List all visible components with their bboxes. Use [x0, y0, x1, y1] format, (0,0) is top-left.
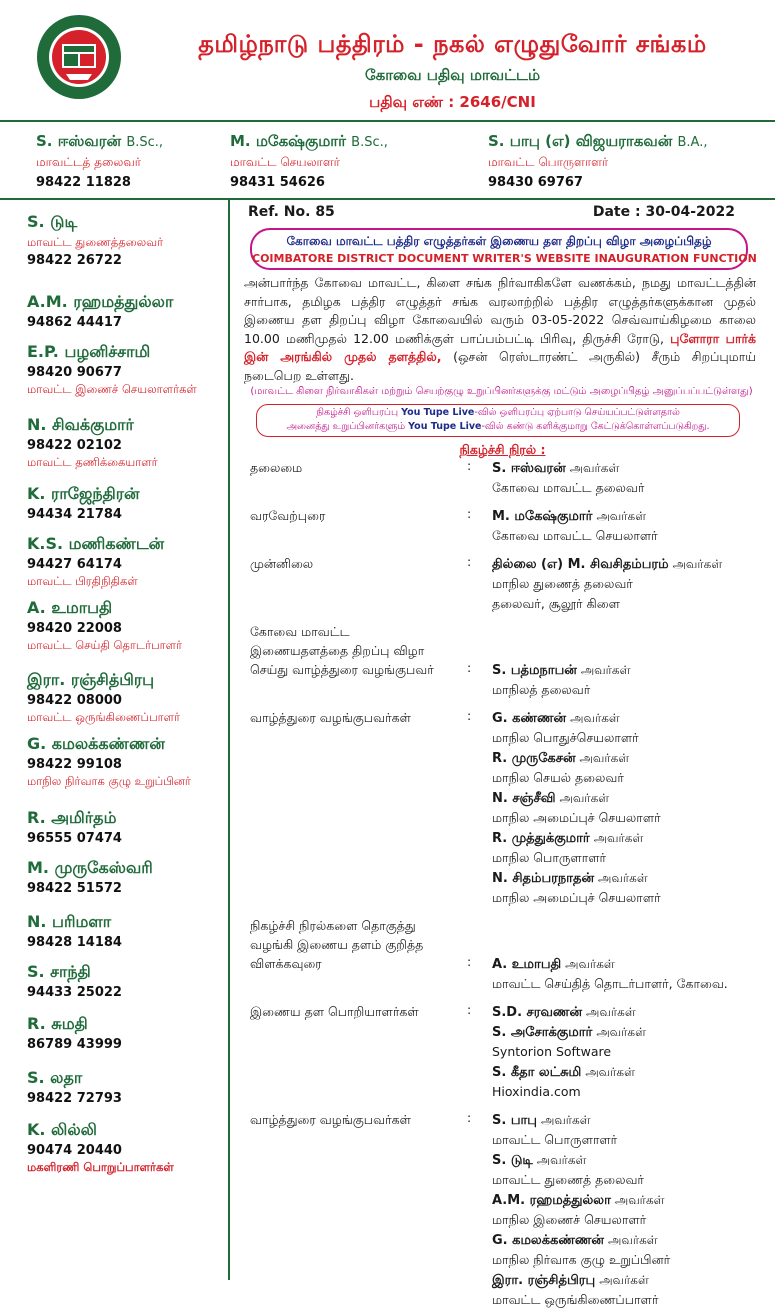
program-label-line: நிகழ்ச்சி நிரல்களை தொகுத்து: [250, 918, 416, 933]
person-honorific: அவர்கள்: [559, 791, 610, 805]
bearer-president: [36, 132, 163, 190]
organization-title: தமிழ்நாடு பத்திரம் - நகல் எழுதுவோர் சங்கம்: [198, 30, 707, 58]
member-name: S. லதா: [27, 1068, 83, 1087]
program-values: [492, 506, 775, 546]
person-name: M. மகேஷ்குமார்: [492, 509, 593, 524]
member-phone: 98422 72793: [27, 1091, 122, 1106]
program-label-line: செய்து வாழ்த்துரை வழங்குபவர்: [250, 662, 434, 677]
person-name: A. உமாபதி: [492, 957, 562, 972]
person-role: மாவட்ட பொருளாளர்: [492, 1132, 618, 1147]
program-person: [492, 506, 775, 526]
program-person: [492, 554, 775, 574]
program-values: [492, 1110, 775, 1310]
person-honorific: அவர்கள்: [540, 1113, 591, 1127]
member-phone: 98428 14184: [27, 935, 122, 950]
member-phone: 96555 07474: [27, 831, 122, 846]
program-label-line: வழங்கி இணைய தளம் குறித்த: [250, 937, 424, 952]
member-phone: 94434 21784: [27, 507, 122, 522]
program-person: [492, 1230, 775, 1250]
program-label-line: வாழ்த்துரை வழங்குபவர்கள்: [250, 710, 411, 725]
program-person: [492, 458, 775, 478]
person-role: மாநில செயல் தலைவர்: [492, 770, 624, 785]
member-phone: 98422 99108: [27, 757, 122, 772]
program-label: [250, 506, 480, 525]
program-person: [492, 1270, 775, 1290]
youtube-live-notice: [256, 404, 740, 437]
member-name: K. லில்லி: [27, 1120, 97, 1139]
person-name: S. பத்மநாபன்: [492, 663, 577, 678]
program-label-line: தலைமை: [250, 460, 303, 475]
member-name: K. ராஜேந்திரன்: [27, 484, 140, 503]
program-colon: :: [467, 954, 472, 969]
program-person: [492, 1190, 775, 1210]
invitation-body: [244, 274, 756, 385]
person-role: மாநில நிர்வாக குழு உறுப்பினர்: [492, 1252, 671, 1267]
invitation-letter: [230, 200, 775, 1307]
association-logo-emblem: [36, 14, 122, 100]
reference-number: Ref. No. 85: [248, 204, 335, 220]
person-honorific: அவர்கள்: [570, 711, 620, 725]
program-colon: :: [467, 1002, 472, 1017]
invitation-note: (மாவட்ட கிளை நிர்வாகிகள் மற்றும் செயற்குழு உறுப்பினர்களுக்கு மட்டும் அழைப்பிதழ் அனுப்பப்பட்டுள்ளது): [250, 386, 753, 397]
member-phone: 98422 08000: [27, 693, 122, 708]
person-role: மாவட்ட துணைத் தலைவர்: [492, 1172, 644, 1187]
program-person: [492, 788, 775, 808]
member-entry: [27, 342, 197, 398]
bearer-degree: B.Sc.,: [126, 135, 164, 150]
person-role: மாநில பொருளாளர்: [492, 850, 607, 865]
program-label: [250, 622, 480, 679]
person-honorific: அவர்கள்: [599, 1273, 649, 1287]
member-name: M. முருகேஸ்வரி: [27, 858, 153, 877]
bearer-role: மாவட்டத் தலைவர்: [36, 155, 142, 169]
member-name: R. அமிர்தம்: [27, 808, 117, 827]
member-role: மாவட்ட துணைத்தலைவர்: [27, 235, 164, 249]
member-name: K.S. மணிகண்டன்: [27, 534, 165, 553]
person-role: தலைவர், சூலூர் கிளை: [492, 596, 620, 611]
person-name: S. கீதா லட்சுமி: [492, 1065, 582, 1080]
person-role: Hioxindia.com: [492, 1084, 581, 1099]
person-honorific: அவர்கள்: [614, 1193, 665, 1207]
person-honorific: அவர்கள்: [536, 1153, 587, 1167]
member-entry: [27, 962, 122, 1000]
member-entry: [27, 415, 158, 471]
member-name: S. டுடி: [27, 212, 78, 231]
member-name: E.P. பழனிச்சாமி: [27, 342, 151, 361]
person-role: மாநில இணைச் செயலாளர்: [492, 1212, 647, 1227]
member-phone: 86789 43999: [27, 1037, 122, 1052]
person-role: மாநில அமைப்புச் செயலாளர்: [492, 810, 661, 825]
person-role: மாநில பொதுச்செயலாளர்: [492, 730, 639, 745]
member-entry: [27, 212, 163, 268]
member-entry: [27, 912, 122, 950]
live-text: -வில் ஒளிபரப்பு ஏற்பாடு செய்யப்பட்டுள்ளதால்: [474, 407, 680, 418]
event-title-box: [250, 228, 757, 270]
program-heading: நிகழ்ச்சி நிரல் :: [459, 442, 546, 457]
member-entry: [27, 598, 182, 654]
person-name: G. கமலக்கண்ணன்: [492, 1233, 605, 1248]
program-colon: :: [467, 506, 472, 521]
program-person: [492, 708, 775, 728]
program-label: [250, 458, 480, 477]
person-role: Syntorion Software: [492, 1044, 612, 1059]
member-name: S. சாந்தி: [27, 962, 91, 981]
member-entry: [27, 1120, 174, 1176]
person-name: N. சஞ்சீவி: [492, 791, 556, 806]
program-person: [492, 1150, 775, 1170]
program-label-line: வாழ்த்துரை வழங்குபவர்கள்: [250, 1112, 411, 1127]
registration-number: பதிவு எண் : 2646/CNI: [369, 93, 536, 111]
person-honorific: அவர்கள்: [579, 751, 630, 765]
person-honorific: அவர்கள்: [569, 461, 620, 475]
program-label: [250, 554, 480, 573]
member-phone: 98422 51572: [27, 881, 122, 896]
bearer-phone: 98422 11828: [36, 175, 131, 190]
program-values: [492, 954, 775, 994]
program-person: [492, 660, 775, 680]
bearer-role: மாவட்ட பொருளாளர்: [488, 155, 609, 169]
person-name: S. பாபு: [492, 1113, 537, 1128]
live-text: அனைத்து உறுப்பினர்களும்: [286, 421, 406, 432]
event-title-tamil: கோவை மாவட்ட பத்திர எழுத்தர்கள் இணைய தள திறப்பு விழா அழைப்பிதழ்: [286, 234, 712, 248]
person-honorific: அவர்கள்: [586, 1005, 636, 1019]
office-bearers-row: [0, 120, 775, 200]
program-values: [492, 1002, 775, 1102]
program-colon: :: [467, 708, 472, 723]
program-values: [492, 708, 775, 908]
person-honorific: அவர்கள்: [596, 1025, 646, 1039]
person-honorific: அவர்கள்: [585, 1065, 635, 1079]
person-name: S. ஈஸ்வரன்: [492, 461, 566, 476]
program-person: [492, 1062, 775, 1082]
member-role: மாவட்ட தணிக்கையாளர்: [27, 455, 158, 469]
member-role: மாவட்ட பிரதிநிதிகள்: [27, 574, 138, 588]
program-person: [492, 1002, 775, 1022]
program-values: [492, 458, 775, 498]
program-label-line: விளக்கவுரை: [250, 956, 322, 971]
program-values: [492, 554, 775, 614]
program-colon: :: [467, 1110, 472, 1125]
member-role: மாநில நிர்வாக குழு உறுப்பினர்: [27, 774, 191, 788]
program-label: [250, 916, 480, 973]
live-platform: You Tupe Live: [401, 407, 475, 418]
program-colon: :: [467, 458, 472, 473]
person-name: S. அசோக்குமார்: [492, 1025, 593, 1040]
member-role: மாவட்ட செய்தி தொடர்பாளர்: [27, 638, 183, 652]
letterhead: [0, 0, 775, 120]
person-name: S.D. சரவணன்: [492, 1005, 583, 1020]
member-role: மகளிரணி பொறுப்பாளர்கள்: [27, 1160, 174, 1174]
member-entry: [27, 484, 140, 522]
program-colon: :: [467, 660, 472, 675]
organization-district: கோவை பதிவு மாவட்டம்: [364, 66, 541, 84]
person-honorific: அவர்கள்: [565, 957, 615, 971]
member-entry: [27, 292, 173, 330]
person-honorific: அவர்கள்: [672, 557, 723, 571]
member-phone: 94427 64174: [27, 557, 122, 572]
person-name: S. டுடி: [492, 1153, 533, 1168]
bearer-phone: 98431 54626: [230, 175, 325, 190]
person-name: A.M. ரஹமத்துல்லா: [492, 1193, 611, 1208]
member-name: இரா. ரஞ்சித்பிரபு: [27, 670, 155, 689]
program-person: [492, 748, 775, 768]
member-entry: [27, 670, 180, 726]
member-name: G. கமலக்கண்ணன்: [27, 734, 165, 753]
bearer-name: M. மகேஷ்குமார்: [230, 132, 346, 150]
venue-highlight: புளோரா பார்க் இன் அரங்கில் முதல் தளத்தில்,: [244, 330, 757, 364]
person-role: மாவட்ட செய்தித் தொடர்பாளர், கோவை.: [492, 976, 728, 991]
body-text-part2: (ஒசன் ரெஸ்டாரண்ட் அருகில்) சீரும் சிறப்புமாய் நடைபெற உள்ளது.: [244, 349, 756, 383]
program-label-line: இணையதளத்தை திறப்பு விழா: [250, 643, 425, 658]
live-text: நிகழ்ச்சி ஒளிபரப்பு: [316, 407, 399, 418]
program-colon: :: [467, 554, 472, 569]
live-text: -வில் கண்டு களிக்குமாறு கேட்டுக்கொள்ளப்படுகிறது.: [481, 421, 710, 432]
bearer-role: மாவட்ட செயலாளர்: [230, 155, 340, 169]
person-role: மாநில அமைப்புச் செயலாளர்: [492, 890, 661, 905]
program-label-line: வரவேற்புரை: [250, 508, 326, 523]
person-honorific: அவர்கள்: [608, 1233, 658, 1247]
member-phone: 98422 02102: [27, 438, 122, 453]
program-person: [492, 1110, 775, 1130]
member-phone: 98420 90677: [27, 365, 122, 380]
person-name: R. முத்துக்குமார்: [492, 831, 590, 846]
live-platform: You Tupe Live: [408, 421, 482, 432]
member-entry: [27, 734, 191, 790]
member-entry: [27, 534, 164, 590]
person-honorific: அவர்கள்: [593, 831, 644, 845]
member-phone: 98422 26722: [27, 253, 122, 268]
bearer-secretary: [230, 132, 388, 190]
person-role: மாநில துணைத் தலைவர்: [492, 576, 633, 591]
program-label: [250, 1110, 480, 1129]
person-honorific: அவர்கள்: [580, 663, 631, 677]
person-honorific: அவர்கள்: [596, 509, 647, 523]
person-role: மாவட்ட ஒருங்கிணைப்பாளர்: [492, 1292, 659, 1307]
event-title-english: COIMBATORE DISTRICT DOCUMENT WRITER'S WEBSITE INAUGURATION FUNCTION: [252, 252, 757, 265]
member-role: மாவட்ட ஒருங்கிணைப்பாளர்: [27, 710, 181, 724]
program-person: [492, 828, 775, 848]
program-label-line: கோவை மாவட்ட: [250, 624, 350, 639]
program-values: [492, 660, 775, 700]
bearer-treasurer: [488, 132, 707, 190]
bearer-name: S. பாபு (எ) விஜயராகவன்: [488, 132, 673, 150]
member-role: மாவட்ட இணைச் செயலாளர்கள்: [27, 382, 197, 396]
person-honorific: அவர்கள்: [598, 871, 648, 885]
program-person: [492, 868, 775, 888]
program-label-line: இணைய தள பொறியாளர்கள்: [250, 1004, 419, 1019]
member-entry: [27, 1014, 122, 1052]
member-entry: [27, 858, 153, 896]
person-role: மாநிலத் தலைவர்: [492, 682, 591, 697]
member-name: R. சுமதி: [27, 1014, 88, 1033]
bearer-degree: B.A.,: [677, 135, 708, 150]
person-name: G. கண்ணன்: [492, 711, 567, 726]
body-text-part1: அன்பார்ந்த கோவை மாவட்ட, கிளை சங்க நிர்வாகிகளே வணக்கம், நமது மாவட்டத்தின் சார்பாக, தமிழக பத்திர எழுத்தர் சங்க வரலாற்றில் பத்திர எழுத்தர்களுக்கான முதல் இணைய தள திறப்பு விழா கோவையில் வரும் 03-05-2022 செவ்வாய்கிழமை காலை 10.00 மணிமுதல் 12.00 மணிக்குள் பாப்பம்பட்டி பிரிவு, திருச்சி ரோடு,: [244, 275, 756, 346]
program-label: [250, 1002, 480, 1021]
person-role: கோவை மாவட்ட செயலாளர்: [492, 528, 658, 543]
program-person: [492, 954, 775, 974]
bearer-name: S. ஈஸ்வரன்: [36, 132, 122, 150]
person-name: தில்லை (எ) M. சிவசிதம்பரம்: [492, 557, 669, 572]
program-person: [492, 1022, 775, 1042]
letter-date: Date : 30-04-2022: [592, 204, 735, 220]
member-phone: 94433 25022: [27, 985, 122, 1000]
person-name: N. சிதம்பரநாதன்: [492, 871, 595, 886]
member-name: A.M. ரஹமத்துல்லா: [27, 292, 174, 311]
bearer-phone: 98430 69767: [488, 175, 583, 190]
member-name: N. சிவக்குமார்: [27, 415, 134, 434]
person-role: கோவை மாவட்ட தலைவர்: [492, 480, 645, 495]
member-entry: [27, 808, 122, 846]
bearer-degree: B.Sc.,: [351, 135, 388, 150]
member-phone: 94862 44417: [27, 315, 122, 330]
person-name: இரா. ரஞ்சித்பிரபு: [492, 1273, 596, 1288]
program-label: [250, 708, 480, 727]
member-entry: [27, 1068, 122, 1106]
member-phone: 98420 22008: [27, 621, 122, 636]
member-phone: 90474 20440: [27, 1143, 122, 1158]
district-members-sidebar: [0, 200, 230, 1280]
person-name: R. முருகேசன்: [492, 751, 576, 766]
member-name: A. உமாபதி: [27, 598, 113, 617]
program-label-line: முன்னிலை: [250, 556, 314, 571]
member-name: N. பரிமளா: [27, 912, 112, 931]
